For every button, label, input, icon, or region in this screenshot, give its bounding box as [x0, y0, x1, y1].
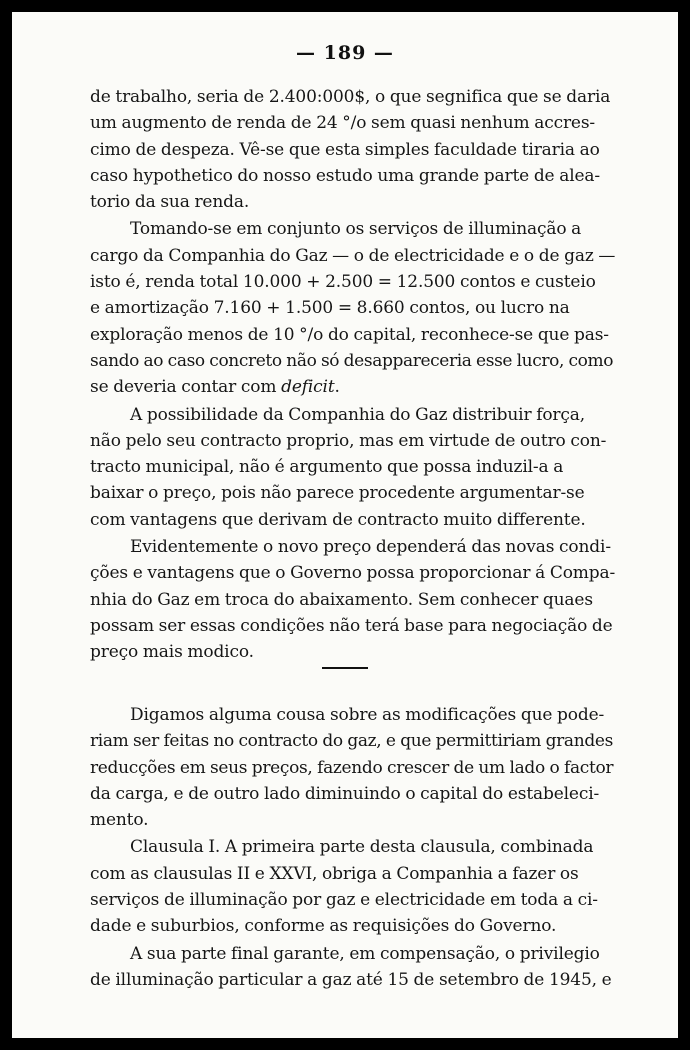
page-number: — 189 —	[296, 42, 394, 64]
text-line: com as clausulas II e XXVI, obriga a Companhia a fazer os	[90, 863, 579, 884]
text-line: riam ser feitas no contracto do gaz, e que permittiriam grandes	[90, 731, 613, 752]
paragraph-7	[90, 941, 616, 994]
text-line: nhia do Gaz em troca do abaixamento. Sem conhecer quaes	[90, 589, 593, 610]
text-line: baixar o preço, pois não parece procedente argumentar-se	[90, 483, 585, 504]
text-line: ções e vantagens que o Governo possa proporcionar á Compa-	[90, 563, 616, 584]
book-page	[12, 12, 678, 1038]
text-line: com vantagens que derivam de contracto muito differente.	[90, 509, 586, 530]
text-line: de illuminação particular a gaz até 15 de setembro de 1945, e	[90, 969, 612, 990]
text-line: sando ao caso concreto não só desappareceria esse lucro, como	[90, 350, 614, 371]
paragraph-5	[90, 702, 616, 833]
text-line: cimo de despeza. Vê-se que esta simples faculdade tiraria ao	[90, 139, 600, 160]
text-fragment: se deveria contar com	[90, 377, 277, 398]
section-divider	[322, 667, 368, 669]
text-line: isto é, renda total 10.000 + 2.500 = 12.500 contos e custeio	[90, 272, 596, 293]
text-line: não pelo seu contracto proprio, mas em virtude de outro con-	[90, 430, 607, 451]
text-line: A sua parte final garante, em compensação, o privilegio	[130, 943, 600, 964]
italic-word: deficit	[281, 377, 335, 398]
text-fragment: .	[334, 377, 340, 398]
paragraph-6	[90, 834, 616, 939]
text-line: dade e suburbios, conforme as requisições do Governo.	[90, 916, 557, 937]
paragraph-3	[90, 402, 616, 533]
text-line: caso hypothetico do nosso estudo uma grande parte de alea-	[90, 165, 600, 186]
text-line: Digamos alguma cousa sobre as modificações que pode-	[130, 705, 605, 725]
paragraph-4	[90, 534, 616, 665]
text-line: e amortização 7.160 + 1.500 = 8.660 contos, ou lucro na	[90, 298, 570, 319]
text-line: possam ser essas condições não terá base para negociação de	[90, 615, 613, 636]
text-line: reducções em seus preços, fazendo crescer de um lado o factor	[90, 757, 614, 778]
text-line: Clausula I. A primeira parte desta clausula, combinada	[130, 837, 594, 858]
text-line: cargo da Companhia do Gaz — o de electricidade e o de gaz —	[90, 245, 616, 266]
text-line: Evidentemente o novo preço dependerá das novas condi-	[130, 537, 611, 558]
paragraph-1	[90, 84, 616, 215]
text-line: preço mais modico.	[90, 642, 254, 663]
text-line: tracto municipal, não é argumento que possa induzil-a a	[90, 457, 564, 478]
text-line: um augmento de renda de 24 °/o sem quasi nenhum accres-	[90, 113, 595, 134]
second-text-block	[90, 702, 616, 993]
paragraph-2	[90, 216, 616, 400]
text-line: Tomando-se em conjunto os serviços de illuminação a	[130, 219, 582, 240]
text-line: mento.	[90, 810, 149, 831]
text-line: exploração menos de 10 °/o do capital, reconhece-se que pas-	[90, 324, 609, 345]
text-line: de trabalho, seria de 2.400:000$, o que segnifica que se daria	[90, 87, 611, 107]
text-line: da carga, e de outro lado diminuindo o capital do estabeleci-	[90, 783, 600, 804]
text-line: serviços de illuminação por gaz e electricidade em toda a ci-	[90, 890, 598, 911]
text-line: torio da sua renda.	[90, 192, 250, 213]
text-line: A possibilidade da Companhia do Gaz distribuir força,	[130, 404, 586, 425]
text-line	[90, 374, 616, 400]
main-text-block	[90, 84, 616, 666]
